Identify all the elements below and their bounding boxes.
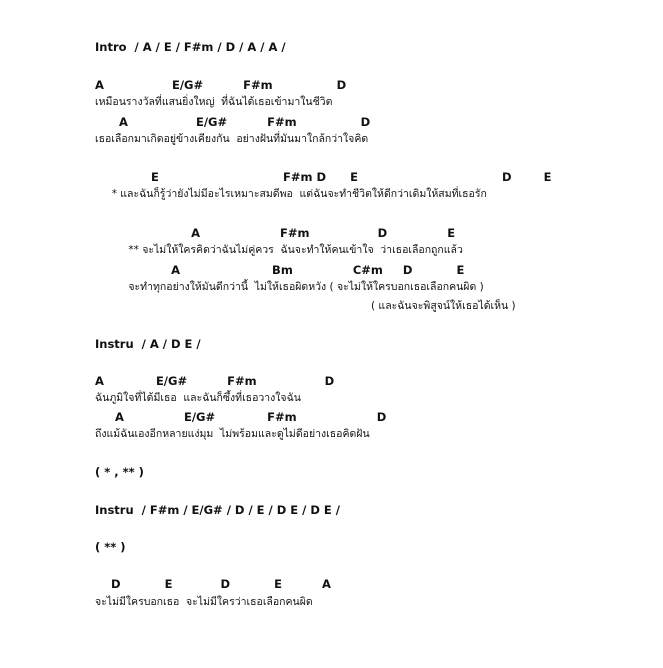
pre-chorus-lyric: * และฉันก็รู้ว่ายังไม่มีอะไรเหมาะสมดีพอ แต่ฉันจะทำชีวิตให้ดีกว่าเดิมให้สมที่เธอรัก [95, 188, 487, 200]
instru-line-2: Instru / F#m / E/G# / D / E / D E / D E / [95, 503, 340, 517]
chorus-lyric-3: ( และฉันจะพิสูจน์ให้เธอได้เห็น ) [371, 300, 516, 312]
verse2-chords-2: A E/G# F#m D [95, 410, 387, 424]
verse2-lyric-2: ถึงแม้ฉันเองอีกหลายแง่มุม ไม่พร้อมและดูไม่ดีอย่างเธอคิดฝัน [95, 428, 370, 440]
chorus-lyric-1: ** จะไม่ให้ใครคิดว่าฉันไม่คู่ควร ฉันจะทำให้คนเข้าใจ ว่าเธอเลือกถูกแล้ว [95, 244, 463, 256]
verse1-chords-1: A E/G# F#m D [95, 78, 347, 92]
verse1-lyric-1: เหมือนรางวัลที่แสนยิ่งใหญ่ ที่ฉันได้เธอเข้ามาในชีวิต [95, 96, 333, 108]
pre-chorus-chords: E F#m D E D E [95, 170, 552, 184]
instru-line-1: Instru / A / D E / [95, 337, 201, 351]
verse1-lyric-2: เธอเลือกมาเกิดอยู่ข้างเคียงกัน อย่างฝันที่มันมาใกล้กว่าใจคิด [95, 133, 369, 145]
outro-chords: D E D E A [95, 577, 331, 591]
outro-lyric: จะไม่มีใครบอกเธอ จะไม่มีใครว่าเธอเลือกคนผิด [95, 596, 313, 608]
repeat-marker-2: ( ** ) [95, 540, 126, 554]
intro-line: Intro / A / E / F#m / D / A / A / [95, 40, 286, 54]
chorus-lyric-2: จะทำทุกอย่างให้มันดีกว่านี้ ไม่ให้เธอผิดหวัง ( จะไม่ให้ใครบอกเธอเลือกคนผิด ) [95, 281, 484, 293]
chorus-chords-1: A F#m D E [95, 226, 456, 240]
verse1-chords-2: A E/G# F#m D [95, 115, 371, 129]
chorus-chords-2: A Bm C#m D E [95, 263, 465, 277]
verse2-chords-1: A E/G# F#m D [95, 374, 335, 388]
verse2-lyric-1: ฉันภูมิใจที่ได้มีเธอ และฉันก็ซึ้งที่เธอวางใจฉัน [95, 392, 301, 404]
repeat-marker-1: ( * , ** ) [95, 465, 144, 479]
